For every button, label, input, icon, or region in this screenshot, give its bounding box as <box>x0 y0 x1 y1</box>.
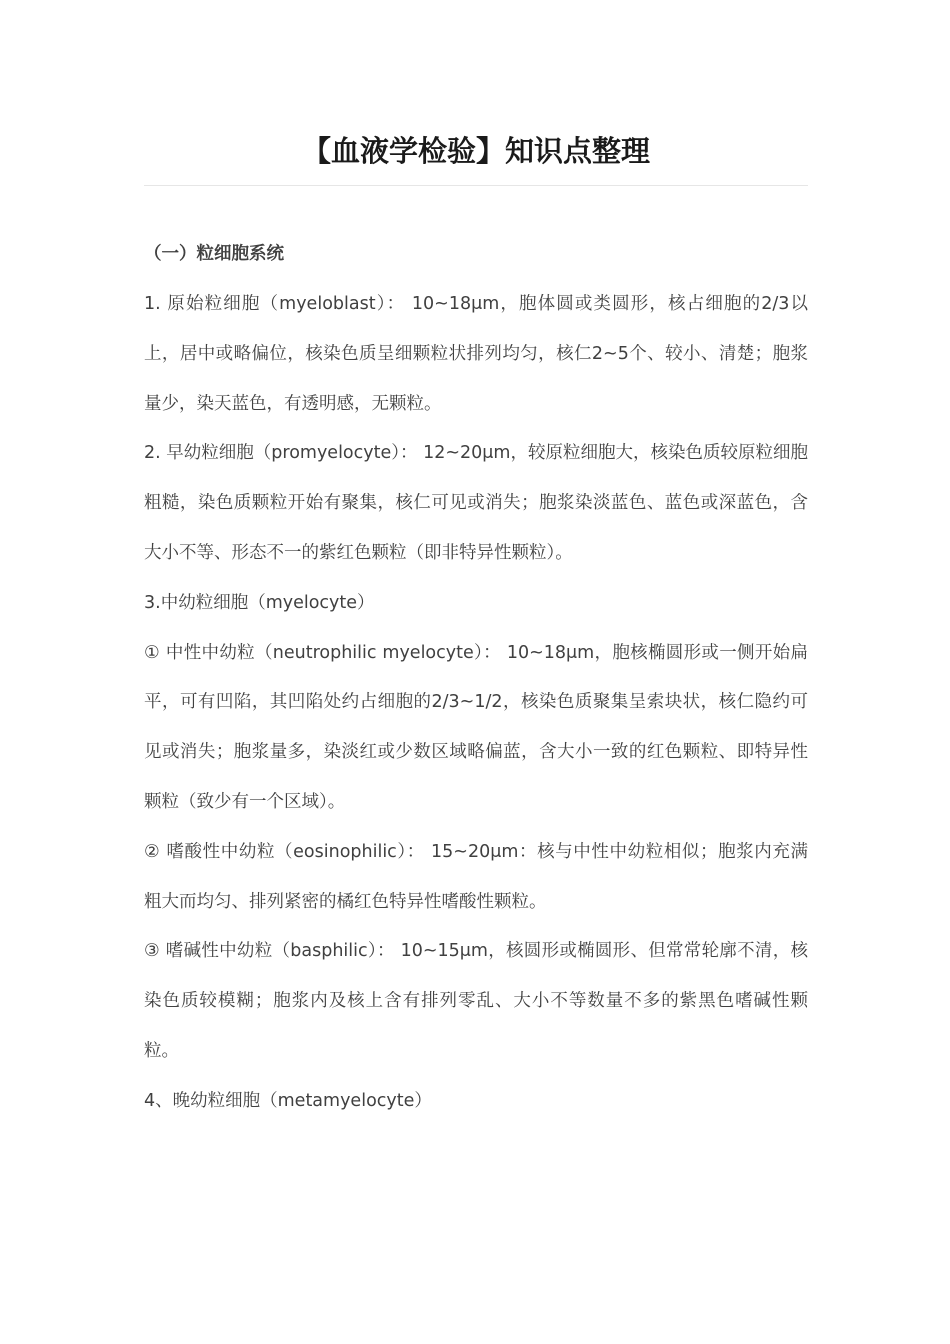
section-heading: （一）粒细胞系统 <box>144 244 284 264</box>
paragraph-promyelocyte: 2. 早幼粒细胞（promyelocyte）： 12~20μm，较原粒细胞大，核染色质较原粒细胞粗糙，染色质颗粒开始有聚集，核仁可见或消失；胞浆染淡蓝色、蓝色或深蓝色，含大小不等、形态不一的紫红色颗粒（即非特异性颗粒）。 <box>144 443 808 563</box>
paragraph-myelocyte-heading: 3.中幼粒细胞（myelocyte） <box>144 592 375 613</box>
paragraph-neutrophilic-myelocyte: ① 中性中幼粒（neutrophilic myelocyte）： 10~18μm，胞核椭圆形或一侧开始扁平，可有凹陷，其凹陷处约占细胞的2/3~1/2，核染色质聚集呈索块状，核仁隐约可见或消失；胞浆量多，染淡红或少数区域略偏蓝，含大小一致的红色颗粒、即特异性颗粒（致少有一个区域）。 <box>144 642 808 812</box>
document-page <box>144 0 808 1127</box>
paragraph-eosinophilic-myelocyte: ② 嗜酸性中幼粒（eosinophilic）： 15~20μm：核与中性中幼粒相似；胞浆内充满粗大而均匀、排列紧密的橘红色特异性嗜酸性颗粒。 <box>144 841 808 912</box>
paragraph-myeloblast: 1. 原始粒细胞（myeloblast）： 10~18μm，胞体圆或类圆形，核占细胞的2/3以上，居中或略偏位，核染色质呈细颗粒状排列均匀，核仁2~5个、较小、清楚；胞浆量少，染天蓝色，有透明感，无颗粒。 <box>144 294 808 414</box>
paragraph-metamyelocyte-heading: 4、晚幼粒细胞（metamyelocyte） <box>144 1090 432 1111</box>
page-title: 【血液学检验】知识点整理 <box>301 134 650 168</box>
title-divider <box>144 185 808 186</box>
document-body <box>144 280 808 1127</box>
paragraph-basophilic-myelocyte: ③ 嗜碱性中幼粒（basphilic）： 10~15μm，核圆形或椭圆形、但常常轮廓不清，核染色质较模糊；胞浆内及核上含有排列零乱、大小不等数量不多的紫黑色嗜碱性颗粒。 <box>144 941 808 1061</box>
